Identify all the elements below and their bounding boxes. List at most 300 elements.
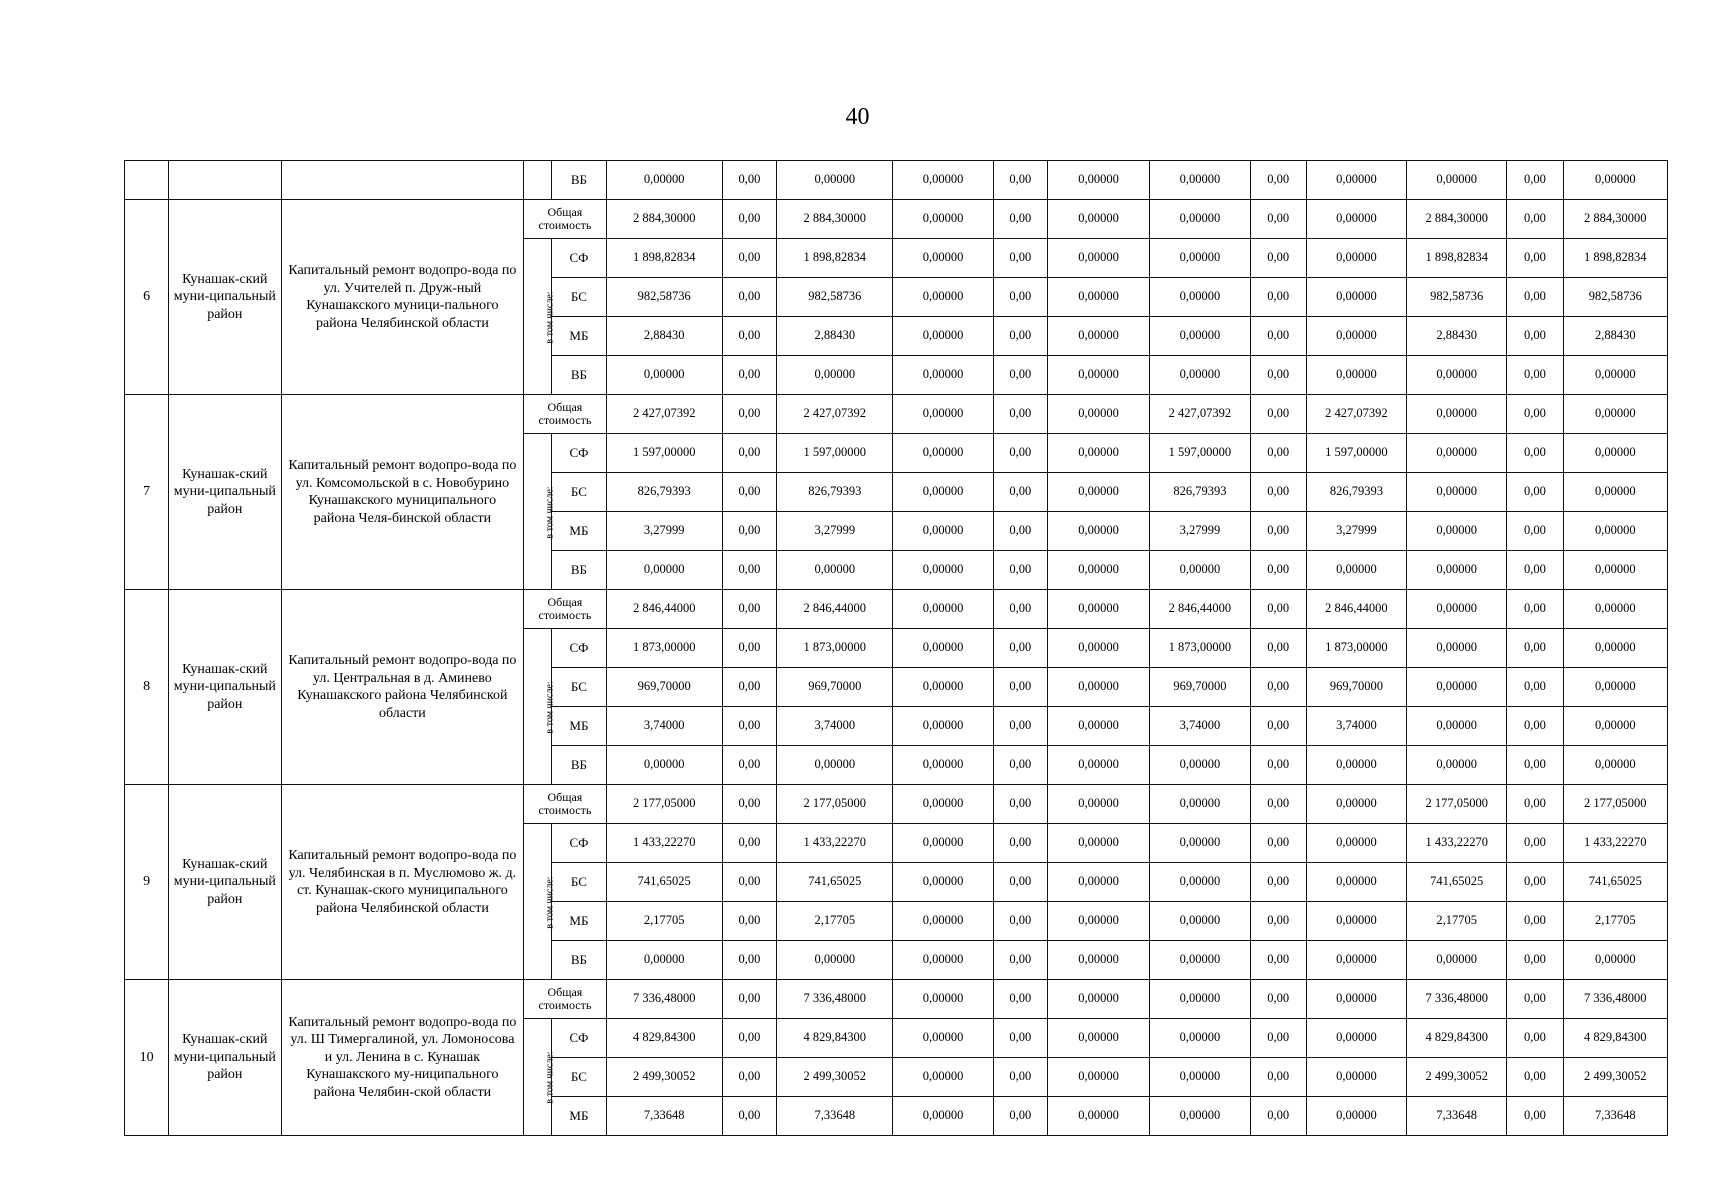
value-cell: 0,00000	[1563, 551, 1667, 590]
value-cell: 0,00	[1507, 863, 1563, 902]
value-cell: 0,00000	[893, 200, 993, 239]
value-cell: 0,00	[1250, 902, 1306, 941]
budget-table	[124, 160, 1668, 1136]
value-cell: 0,00000	[1306, 746, 1406, 785]
value-cell: 0,00	[993, 551, 1047, 590]
value-cell: 0,00	[722, 668, 776, 707]
total-cost-label: Общая стоимость	[524, 980, 606, 1019]
value-cell: 0,00	[1250, 629, 1306, 668]
value-cell: 0,00	[993, 746, 1047, 785]
value-cell: 0,00000	[1047, 746, 1149, 785]
value-cell: 0,00	[993, 512, 1047, 551]
value-cell: 0,00000	[1047, 161, 1149, 200]
value-cell: 0,00	[722, 1058, 776, 1097]
value-cell: 0,00000	[893, 512, 993, 551]
value-cell: 0,00000	[893, 278, 993, 317]
value-cell: 7 336,48000	[1407, 980, 1507, 1019]
value-cell: 0,00000	[1306, 863, 1406, 902]
value-cell: 0,00000	[1047, 356, 1149, 395]
value-cell: 0,00000	[1306, 278, 1406, 317]
value-cell: 0,00000	[606, 551, 722, 590]
value-cell: 2,17705	[1407, 902, 1507, 941]
including-label: в том числе:	[544, 681, 556, 734]
including-label-cell	[524, 161, 552, 200]
value-cell: 0,00000	[1563, 668, 1667, 707]
value-cell: 0,00	[1507, 434, 1563, 473]
value-cell: 0,00	[722, 1097, 776, 1136]
district-cell: Кунашак-ский муни-ципальный район	[169, 590, 281, 785]
value-cell: 0,00000	[1407, 356, 1507, 395]
value-cell: 7,33648	[777, 1097, 893, 1136]
value-cell: 2 177,05000	[777, 785, 893, 824]
funding-type-cell: МБ	[552, 1097, 606, 1136]
value-cell: 0,00000	[893, 473, 993, 512]
value-cell: 2 177,05000	[606, 785, 722, 824]
value-cell: 0,00	[722, 746, 776, 785]
value-cell: 0,00	[1507, 707, 1563, 746]
value-cell: 0,00000	[1407, 161, 1507, 200]
value-cell: 0,00	[1250, 746, 1306, 785]
value-cell: 741,65025	[606, 863, 722, 902]
table-row	[125, 161, 1668, 200]
including-label-cell	[524, 1019, 556, 1136]
value-cell: 0,00000	[1407, 629, 1507, 668]
value-cell: 826,79393	[1150, 473, 1250, 512]
value-cell: 7 336,48000	[777, 980, 893, 1019]
value-cell: 0,00000	[1563, 629, 1667, 668]
value-cell: 0,00000	[1306, 1097, 1406, 1136]
value-cell: 1 873,00000	[1150, 629, 1250, 668]
funding-type-cell: МБ	[552, 707, 606, 746]
value-cell: 0,00000	[893, 629, 993, 668]
value-cell: 0,00	[1507, 1019, 1563, 1058]
value-cell: 3,74000	[606, 707, 722, 746]
value-cell: 0,00000	[1407, 551, 1507, 590]
value-cell: 741,65025	[1407, 863, 1507, 902]
value-cell: 1 873,00000	[1306, 629, 1406, 668]
value-cell: 4 829,84300	[1407, 1019, 1507, 1058]
value-cell: 0,00	[1250, 707, 1306, 746]
value-cell: 7,33648	[1563, 1097, 1667, 1136]
value-cell: 0,00000	[777, 941, 893, 980]
value-cell: 0,00	[1507, 161, 1563, 200]
value-cell: 0,00000	[1150, 1019, 1250, 1058]
value-cell: 741,65025	[1563, 863, 1667, 902]
value-cell: 0,00	[993, 863, 1047, 902]
value-cell: 0,00000	[1150, 551, 1250, 590]
value-cell: 0,00	[993, 902, 1047, 941]
value-cell: 0,00000	[893, 1058, 993, 1097]
value-cell: 1 597,00000	[777, 434, 893, 473]
including-label: в том числе:	[544, 291, 556, 344]
value-cell: 0,00000	[1047, 902, 1149, 941]
value-cell: 0,00000	[893, 1097, 993, 1136]
value-cell: 0,00000	[1047, 512, 1149, 551]
value-cell: 969,70000	[1306, 668, 1406, 707]
value-cell: 0,00000	[1563, 941, 1667, 980]
value-cell: 826,79393	[606, 473, 722, 512]
value-cell: 7,33648	[1407, 1097, 1507, 1136]
value-cell: 0,00	[1507, 980, 1563, 1019]
value-cell: 0,00000	[893, 824, 993, 863]
value-cell: 0,00	[1250, 824, 1306, 863]
value-cell: 0,00000	[1306, 785, 1406, 824]
value-cell: 0,00	[1507, 356, 1563, 395]
value-cell: 0,00	[722, 590, 776, 629]
value-cell: 2 427,07392	[777, 395, 893, 434]
value-cell: 1 898,82834	[777, 239, 893, 278]
value-cell: 0,00000	[1047, 590, 1149, 629]
value-cell: 0,00000	[1563, 161, 1667, 200]
value-cell: 0,00	[722, 980, 776, 1019]
value-cell: 2 846,44000	[1150, 590, 1250, 629]
value-cell: 0,00	[1507, 278, 1563, 317]
value-cell: 0,00	[722, 863, 776, 902]
row-number-cell: 9	[125, 785, 169, 980]
row-number-cell: 10	[125, 980, 169, 1136]
value-cell: 0,00000	[1407, 512, 1507, 551]
funding-type-cell: ВБ	[552, 161, 606, 200]
value-cell: 0,00000	[1047, 395, 1149, 434]
value-cell: 0,00000	[893, 902, 993, 941]
value-cell: 0,00000	[1563, 395, 1667, 434]
value-cell: 0,00000	[1150, 746, 1250, 785]
value-cell: 0,00	[1507, 746, 1563, 785]
value-cell: 2 884,30000	[1407, 200, 1507, 239]
value-cell: 0,00000	[1306, 980, 1406, 1019]
value-cell: 0,00	[993, 824, 1047, 863]
value-cell: 0,00000	[1407, 941, 1507, 980]
value-cell: 0,00	[1250, 239, 1306, 278]
value-cell: 0,00000	[1563, 512, 1667, 551]
value-cell: 0,00	[1250, 1019, 1306, 1058]
value-cell: 826,79393	[1306, 473, 1406, 512]
value-cell: 2,88430	[1407, 317, 1507, 356]
value-cell: 0,00	[1250, 1058, 1306, 1097]
value-cell: 0,00	[722, 200, 776, 239]
funding-type-cell: БС	[552, 668, 606, 707]
value-cell: 0,00	[722, 707, 776, 746]
value-cell: 0,00	[1250, 395, 1306, 434]
value-cell: 0,00	[1507, 317, 1563, 356]
value-cell: 0,00000	[1407, 590, 1507, 629]
value-cell: 0,00	[1507, 590, 1563, 629]
value-cell: 3,27999	[1306, 512, 1406, 551]
value-cell: 0,00000	[893, 395, 993, 434]
value-cell: 2,17705	[606, 902, 722, 941]
value-cell: 0,00000	[1563, 746, 1667, 785]
value-cell: 0,00	[1250, 941, 1306, 980]
value-cell: 0,00000	[893, 356, 993, 395]
value-cell: 0,00	[722, 317, 776, 356]
value-cell: 7 336,48000	[1563, 980, 1667, 1019]
funding-type-cell: СФ	[552, 434, 606, 473]
funding-type-cell: МБ	[552, 317, 606, 356]
value-cell: 0,00000	[1306, 1058, 1406, 1097]
value-cell: 0,00000	[893, 551, 993, 590]
value-cell: 0,00000	[893, 746, 993, 785]
funding-type-cell: СФ	[552, 1019, 606, 1058]
project-cell: Капитальный ремонт водопро-вода по ул. Ш Тимергалиной, ул. Ломоносова и ул. Ленина в с. Кунашак Кунашакского му-ниципального района Челябин-ской области	[281, 980, 524, 1136]
value-cell: 3,27999	[606, 512, 722, 551]
value-cell: 0,00	[1507, 902, 1563, 941]
value-cell: 0,00000	[777, 356, 893, 395]
value-cell: 0,00	[722, 941, 776, 980]
value-cell: 0,00	[1250, 668, 1306, 707]
total-cost-label: Общая стоимость	[524, 200, 606, 239]
value-cell: 0,00	[1250, 278, 1306, 317]
value-cell: 0,00	[1250, 512, 1306, 551]
value-cell: 4 829,84300	[777, 1019, 893, 1058]
value-cell: 2 499,30052	[606, 1058, 722, 1097]
value-cell: 2 884,30000	[777, 200, 893, 239]
value-cell: 0,00000	[893, 1019, 993, 1058]
value-cell: 0,00	[993, 278, 1047, 317]
value-cell: 0,00000	[1407, 395, 1507, 434]
value-cell: 1 873,00000	[777, 629, 893, 668]
value-cell: 2 427,07392	[1306, 395, 1406, 434]
table-row	[125, 785, 1668, 824]
value-cell: 0,00000	[1306, 941, 1406, 980]
value-cell: 2 177,05000	[1407, 785, 1507, 824]
including-label: в том числе:	[544, 1051, 556, 1104]
value-cell: 2 884,30000	[1563, 200, 1667, 239]
value-cell: 0,00000	[1563, 356, 1667, 395]
value-cell: 3,74000	[1150, 707, 1250, 746]
value-cell: 0,00	[1507, 668, 1563, 707]
value-cell: 0,00000	[1047, 473, 1149, 512]
value-cell: 0,00000	[1150, 278, 1250, 317]
value-cell: 1 597,00000	[606, 434, 722, 473]
table-row	[125, 590, 1668, 629]
value-cell: 2 427,07392	[1150, 395, 1250, 434]
project-cell: Капитальный ремонт водопро-вода по ул. Центральная в д. Аминево Кунашакского района Челябинской области	[281, 590, 524, 785]
value-cell: 0,00	[993, 1097, 1047, 1136]
row-number-cell: 8	[125, 590, 169, 785]
value-cell: 0,00	[1507, 473, 1563, 512]
funding-type-cell: ВБ	[552, 551, 606, 590]
value-cell: 0,00	[1250, 473, 1306, 512]
value-cell: 0,00000	[893, 161, 993, 200]
value-cell: 0,00000	[1306, 356, 1406, 395]
value-cell: 0,00000	[1150, 356, 1250, 395]
value-cell: 0,00	[1507, 629, 1563, 668]
including-label-cell	[524, 239, 556, 395]
value-cell: 1 898,82834	[1563, 239, 1667, 278]
value-cell: 2 427,07392	[606, 395, 722, 434]
value-cell: 0,00	[722, 629, 776, 668]
value-cell: 2 846,44000	[777, 590, 893, 629]
value-cell: 0,00	[722, 785, 776, 824]
value-cell: 3,27999	[1150, 512, 1250, 551]
row-number-cell: 6	[125, 200, 169, 395]
value-cell: 0,00000	[1563, 590, 1667, 629]
value-cell: 0,00000	[1047, 941, 1149, 980]
value-cell: 0,00	[1250, 590, 1306, 629]
value-cell: 0,00000	[1047, 824, 1149, 863]
value-cell: 0,00	[722, 239, 776, 278]
value-cell: 0,00	[1507, 785, 1563, 824]
value-cell: 0,00000	[606, 941, 722, 980]
value-cell: 1 597,00000	[1150, 434, 1250, 473]
value-cell: 0,00	[722, 551, 776, 590]
value-cell: 0,00000	[1150, 317, 1250, 356]
value-cell: 1 898,82834	[1407, 239, 1507, 278]
value-cell: 0,00000	[606, 356, 722, 395]
value-cell: 0,00000	[777, 746, 893, 785]
value-cell: 2,17705	[1563, 902, 1667, 941]
value-cell: 0,00000	[1563, 473, 1667, 512]
value-cell: 0,00	[1507, 1097, 1563, 1136]
value-cell: 0,00	[722, 161, 776, 200]
row-number-cell: 7	[125, 395, 169, 590]
value-cell: 0,00000	[606, 161, 722, 200]
district-cell: Кунашак-ский муни-ципальный район	[169, 200, 281, 395]
value-cell: 7,33648	[606, 1097, 722, 1136]
value-cell: 0,00000	[1047, 239, 1149, 278]
value-cell: 2 884,30000	[606, 200, 722, 239]
project-cell: Капитальный ремонт водопро-вода по ул. Учителей п. Друж-ный Кунашакского муници-пального района Челябинской области	[281, 200, 524, 395]
value-cell: 2 846,44000	[1306, 590, 1406, 629]
value-cell: 0,00000	[1047, 1058, 1149, 1097]
value-cell: 0,00000	[1047, 629, 1149, 668]
value-cell: 2 499,30052	[1407, 1058, 1507, 1097]
total-cost-label: Общая стоимость	[524, 590, 606, 629]
value-cell: 0,00000	[1563, 434, 1667, 473]
value-cell: 982,58736	[1563, 278, 1667, 317]
value-cell: 0,00	[722, 902, 776, 941]
value-cell: 0,00	[993, 941, 1047, 980]
value-cell: 1 433,22270	[1407, 824, 1507, 863]
value-cell: 4 829,84300	[1563, 1019, 1667, 1058]
value-cell: 0,00	[722, 473, 776, 512]
value-cell: 0,00000	[1047, 278, 1149, 317]
funding-type-cell: БС	[552, 863, 606, 902]
value-cell: 1 597,00000	[1306, 434, 1406, 473]
value-cell: 1 433,22270	[777, 824, 893, 863]
funding-type-cell: МБ	[552, 902, 606, 941]
value-cell: 0,00	[1250, 1097, 1306, 1136]
value-cell: 0,00000	[1407, 473, 1507, 512]
value-cell: 0,00	[722, 824, 776, 863]
value-cell: 0,00000	[1407, 746, 1507, 785]
including-label: в том числе:	[544, 876, 556, 929]
value-cell: 982,58736	[606, 278, 722, 317]
value-cell: 0,00000	[1047, 317, 1149, 356]
value-cell: 0,00	[1250, 161, 1306, 200]
value-cell: 0,00000	[1407, 434, 1507, 473]
value-cell: 0,00000	[1306, 902, 1406, 941]
funding-type-cell: БС	[552, 473, 606, 512]
page-number: 40	[845, 104, 870, 130]
value-cell: 0,00000	[893, 707, 993, 746]
value-cell: 0,00000	[1150, 941, 1250, 980]
value-cell: 0,00000	[1150, 239, 1250, 278]
including-label: в том числе:	[544, 486, 556, 539]
value-cell: 0,00	[993, 668, 1047, 707]
value-cell: 0,00	[1250, 434, 1306, 473]
value-cell: 0,00000	[1150, 785, 1250, 824]
value-cell: 0,00000	[1047, 707, 1149, 746]
value-cell: 969,70000	[1150, 668, 1250, 707]
value-cell: 0,00	[993, 317, 1047, 356]
value-cell: 0,00	[993, 239, 1047, 278]
value-cell: 0,00	[993, 473, 1047, 512]
project-cell	[281, 161, 524, 200]
value-cell: 0,00000	[1150, 980, 1250, 1019]
value-cell: 982,58736	[1407, 278, 1507, 317]
value-cell: 0,00000	[1306, 551, 1406, 590]
value-cell: 0,00000	[1047, 434, 1149, 473]
value-cell: 2 499,30052	[777, 1058, 893, 1097]
value-cell: 1 433,22270	[1563, 824, 1667, 863]
value-cell: 0,00	[993, 707, 1047, 746]
value-cell: 0,00000	[777, 551, 893, 590]
value-cell: 0,00	[722, 512, 776, 551]
funding-type-cell: ВБ	[552, 746, 606, 785]
value-cell: 0,00000	[1047, 785, 1149, 824]
value-cell: 0,00000	[893, 863, 993, 902]
value-cell: 826,79393	[777, 473, 893, 512]
funding-type-cell: СФ	[552, 824, 606, 863]
value-cell: 0,00000	[893, 785, 993, 824]
value-cell: 0,00000	[1150, 863, 1250, 902]
value-cell: 0,00000	[1306, 824, 1406, 863]
value-cell: 3,74000	[1306, 707, 1406, 746]
including-label-cell	[524, 434, 556, 590]
value-cell: 0,00000	[1306, 1019, 1406, 1058]
funding-type-cell: МБ	[552, 512, 606, 551]
value-cell: 0,00	[1507, 200, 1563, 239]
value-cell: 969,70000	[777, 668, 893, 707]
value-cell: 0,00	[1250, 785, 1306, 824]
value-cell: 2,88430	[777, 317, 893, 356]
funding-type-cell: БС	[552, 278, 606, 317]
district-cell: Кунашак-ский муни-ципальный район	[169, 395, 281, 590]
value-cell: 1 873,00000	[606, 629, 722, 668]
value-cell: 0,00000	[1047, 863, 1149, 902]
value-cell: 0,00000	[893, 434, 993, 473]
value-cell: 0,00	[993, 434, 1047, 473]
table-row	[125, 395, 1668, 434]
value-cell: 0,00000	[1150, 1097, 1250, 1136]
total-cost-label: Общая стоимость	[524, 395, 606, 434]
value-cell: 0,00000	[1047, 1097, 1149, 1136]
value-cell: 0,00	[1507, 512, 1563, 551]
row-number-cell	[125, 161, 169, 200]
value-cell: 0,00000	[1047, 1019, 1149, 1058]
value-cell: 0,00	[993, 395, 1047, 434]
value-cell: 0,00000	[1306, 200, 1406, 239]
value-cell: 0,00000	[1306, 161, 1406, 200]
value-cell: 0,00	[993, 356, 1047, 395]
value-cell: 0,00	[993, 629, 1047, 668]
value-cell: 2,17705	[777, 902, 893, 941]
value-cell: 0,00	[722, 434, 776, 473]
value-cell: 0,00000	[1047, 551, 1149, 590]
value-cell: 0,00000	[1150, 200, 1250, 239]
value-cell: 3,27999	[777, 512, 893, 551]
value-cell: 0,00000	[1047, 200, 1149, 239]
value-cell: 0,00000	[777, 161, 893, 200]
value-cell: 0,00000	[893, 590, 993, 629]
value-cell: 0,00	[1250, 356, 1306, 395]
value-cell: 0,00000	[1150, 161, 1250, 200]
value-cell: 741,65025	[777, 863, 893, 902]
value-cell: 0,00	[722, 278, 776, 317]
value-cell: 982,58736	[777, 278, 893, 317]
value-cell: 0,00	[1250, 551, 1306, 590]
